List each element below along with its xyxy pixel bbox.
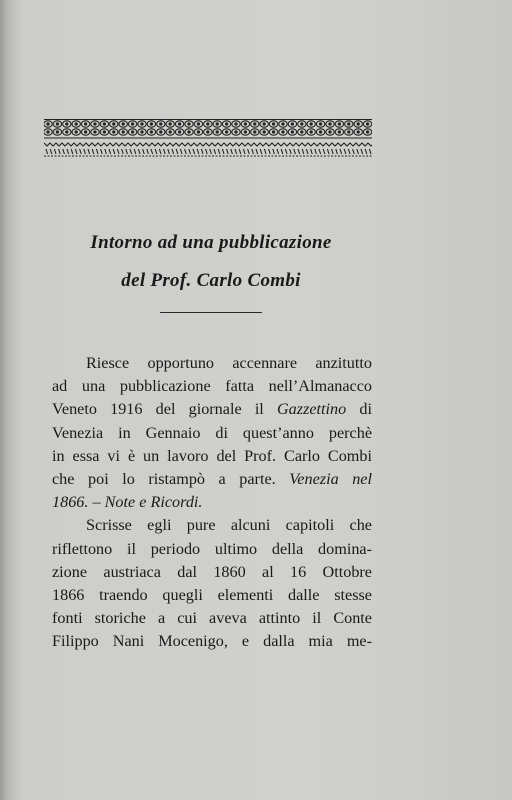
- text-run: Veneto 1916 del giornale il: [52, 400, 277, 419]
- text-line: [52, 607, 372, 630]
- text-line: [52, 375, 372, 398]
- text-line: [52, 445, 372, 468]
- chapter-title-line-1: Intorno ad una pubblicazione: [90, 232, 332, 253]
- text-run: fonti storiche a cui aveva attinto il Conte: [52, 609, 372, 628]
- text-line: [52, 398, 372, 421]
- body-paragraphs: [52, 352, 372, 653]
- text-run: che poi lo ristampò a parte.: [52, 469, 290, 488]
- italic-text: 1866. – Note e Ricordi.: [52, 493, 203, 512]
- text-line: [52, 468, 372, 491]
- text-run: 1866 traendo quegli elementi dalle stesse: [52, 585, 372, 604]
- text-run: Filippo Nani Mocenigo, e dalla mia me-: [52, 632, 372, 651]
- text-line: [52, 538, 372, 561]
- text-line: [52, 491, 372, 514]
- text-run: Riesce opportuno accennare anzitutto: [86, 354, 372, 372]
- text-line: [52, 514, 372, 537]
- italic-text: Gazzettino: [276, 400, 347, 419]
- text-line: [52, 584, 372, 607]
- text-run: Scrisse egli pure alcuni capitoli che: [86, 516, 372, 535]
- text-line: [52, 630, 372, 653]
- italic-text: Venezia nel: [289, 469, 372, 488]
- decorative-header-ornament: [44, 118, 372, 158]
- text-run: di: [346, 400, 372, 419]
- text-run: zione austriaca dal 1860 al 16 Ottobre: [52, 562, 372, 581]
- text-run: in essa vi è un lavoro del Prof. Carlo Combi: [52, 446, 372, 465]
- text-line: [52, 561, 372, 584]
- text-run: riflettono il periodo ultimo della domina-: [52, 539, 372, 558]
- text-run: ad una pubblicazione fatta nell’Almanacco: [52, 377, 372, 396]
- title-divider: [160, 312, 262, 313]
- text-line: [52, 422, 372, 445]
- text-line: [52, 352, 372, 375]
- chapter-title-line-2: del Prof. Carlo Combi: [121, 270, 301, 291]
- text-run: Venezia in Gennaio di quest’anno perchè: [52, 423, 372, 442]
